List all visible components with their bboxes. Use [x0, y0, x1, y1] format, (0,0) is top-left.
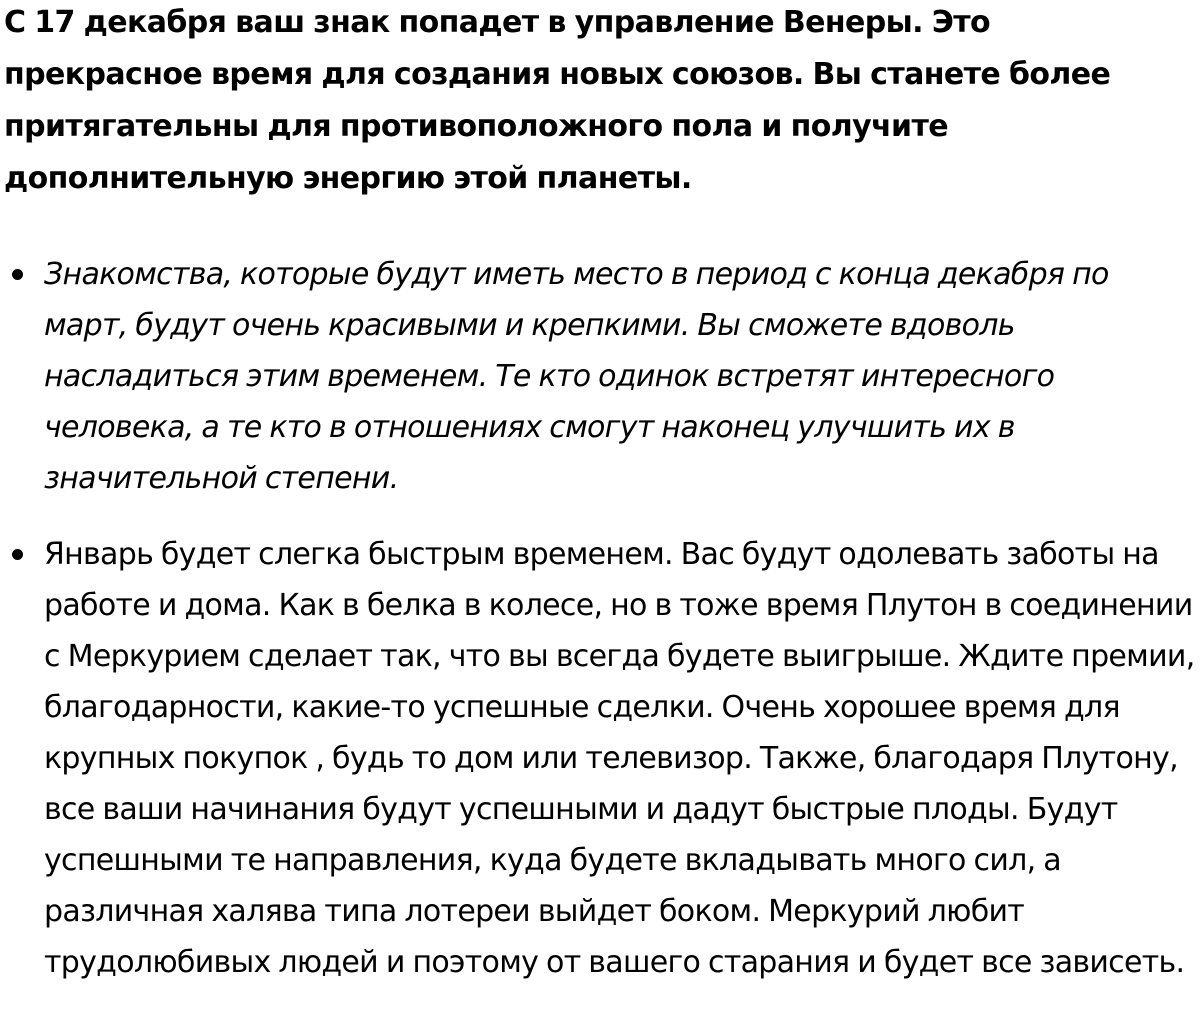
list-item: [4, 249, 1196, 504]
list-item-text: Январь будет слегка быстрым временем. Вас будут одолевать заботы на работе и дома. Как в белка в колесе, но в тоже время Плутон в соединении с Меркурием сделает так, что вы всегда будете выигрыше. Ждите премии, благодарности, какие-то успешные сделки. Очень хорошее время для крупных покупок , будь то дом или телевизор. Также, благодаря Плутону, все ваши начинания будут успешными и дадут быстрые плоды. Будут успешными те направления, куда будете вкладывать много сил, а различная халява типа лотереи выйдет боком. Меркурий любит трудолюбивых людей и поэтому от вашего старания и будет все зависеть.: [44, 537, 1195, 980]
bullet-icon: [12, 269, 23, 280]
list-item-text: Знакомства, которые будут иметь место в период с конца декабря по март, будут очень красивыми и крепкими. Вы сможете вдоволь насладиться этим временем. Те кто одинок встретят интересного человека, а те кто в отношениях смогут наконец улучшить их в значительной степени.: [44, 257, 1109, 496]
bullet-list: [4, 249, 1196, 988]
list-item: [4, 529, 1196, 988]
bullet-icon: [12, 549, 23, 560]
lead-paragraph: С 17 декабря ваш знак попадет в управление Венеры. Это прекрасное время для создания новых союзов. Вы станете более притягательны для противоположного пола и получите дополнительную энергию этой планеты.: [4, 5, 1111, 196]
